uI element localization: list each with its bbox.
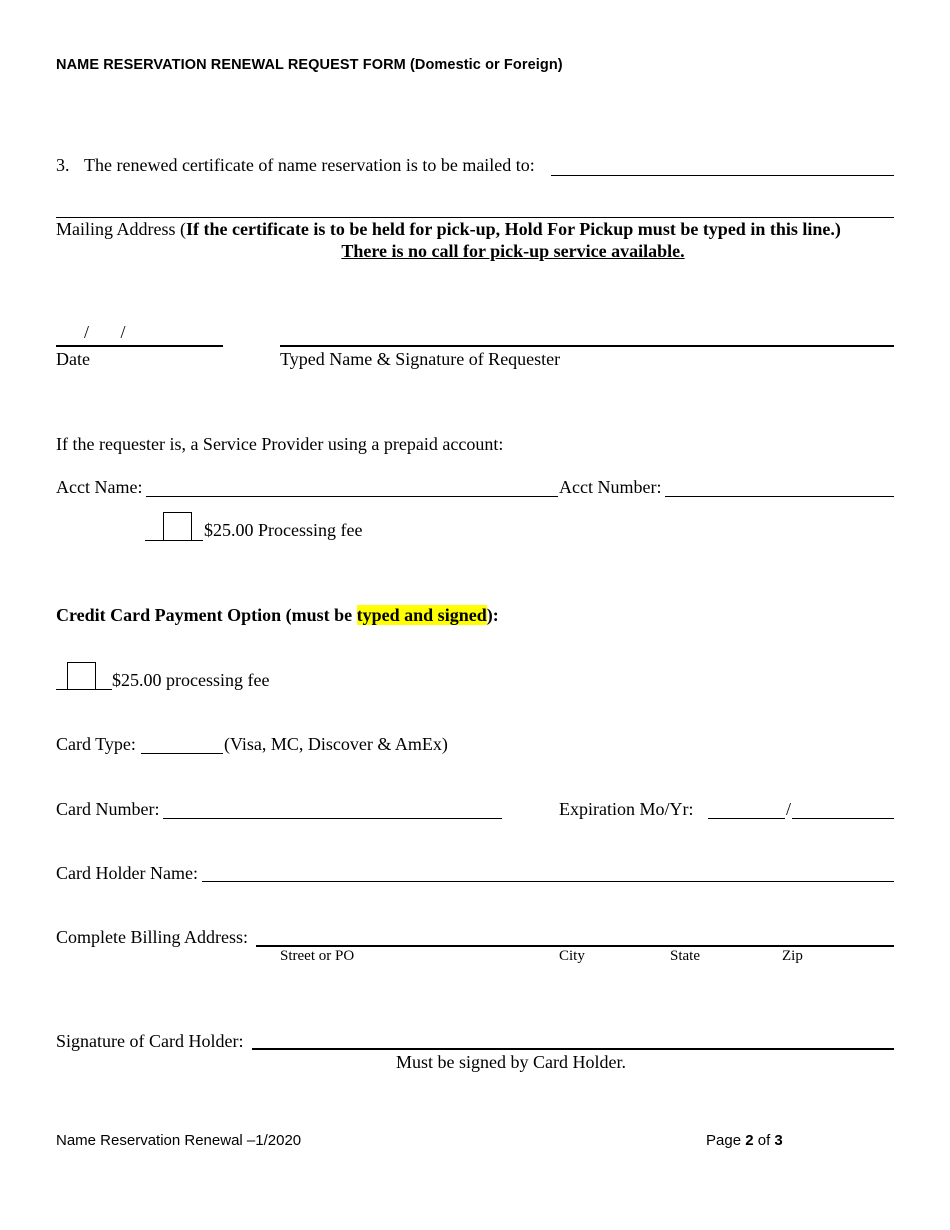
billing-state-label: State [670,948,700,964]
footer-page-number [706,1132,783,1149]
card-number-label: Card Number: [56,799,160,819]
mailing-item-number: 3. [56,155,70,175]
no-pickup-notice-wrap [56,241,950,262]
card-type-field[interactable] [141,753,223,754]
card-holder-signature-field[interactable] [252,1048,894,1050]
footer-page-of: of [757,1132,771,1149]
card-number-field[interactable] [163,818,502,819]
acct-number-label: Acct Number: [559,477,662,497]
expiration-separator: / [786,799,792,819]
credit-card-heading-highlight: typed and signed [356,605,487,625]
billing-city-label: City [559,948,585,964]
date-slashes: / / [84,322,126,342]
mailing-address-label [56,219,841,240]
footer-page-current: 2 [745,1132,754,1149]
signature-note: Must be signed by Card Holder. [396,1052,626,1072]
credit-card-heading [56,605,499,626]
expiration-month-field[interactable] [708,818,785,819]
credit-card-heading-start: Credit Card Payment Option (must be [56,605,357,625]
cc-fee-checkbox[interactable] [67,662,96,690]
billing-address-label: Complete Billing Address: [56,927,248,947]
holder-name-label: Card Holder Name: [56,863,198,883]
expiration-year-field[interactable] [792,818,894,819]
form-title: NAME RESERVATION RENEWAL REQUEST FORM (Domestic or Foreign) [56,57,563,73]
mailing-recipient-field[interactable] [551,175,894,176]
provider-fee-label: $25.00 Processing fee [204,520,363,540]
cc-fee-label: $25.00 processing fee [112,670,270,690]
footer-page-word: Page [706,1132,742,1149]
mailing-prompt: The renewed certificate of name reservation is to be mailed to: [84,155,535,175]
mailing-address-label-start: Mailing Address ( [56,219,186,239]
date-label: Date [56,349,90,369]
card-type-options: (Visa, MC, Discover & AmEx) [224,734,448,754]
mailing-address-label-bold: If the certificate is to be held for pick-up, Hold For Pickup must be typed in this line.) [186,219,841,239]
acct-number-field[interactable] [665,496,894,497]
billing-address-field[interactable] [256,945,894,947]
card-holder-signature-label: Signature of Card Holder: [56,1031,244,1051]
date-field[interactable] [56,345,223,347]
service-provider-intro: If the requester is, a Service Provider using a prepaid account: [56,434,504,454]
footer-page-total: 3 [774,1132,783,1149]
requester-signature-label: Typed Name & Signature of Requester [280,349,561,369]
footer-form-version: Name Reservation Renewal –1/2020 [56,1132,302,1149]
acct-name-field[interactable] [146,496,558,497]
billing-zip-label: Zip [782,948,803,964]
card-type-label: Card Type: [56,734,136,754]
mailing-address-field[interactable] [56,217,894,218]
expiration-label: Expiration Mo/Yr: [559,799,694,819]
billing-street-label: Street or PO [280,948,355,964]
no-pickup-notice: There is no call for pick-up service available. [341,241,685,261]
requester-signature-field[interactable] [280,345,894,347]
holder-name-field[interactable] [202,881,894,882]
acct-name-label: Acct Name: [56,477,143,497]
provider-fee-checkbox[interactable] [163,512,192,541]
credit-card-heading-end: ): [486,605,499,625]
